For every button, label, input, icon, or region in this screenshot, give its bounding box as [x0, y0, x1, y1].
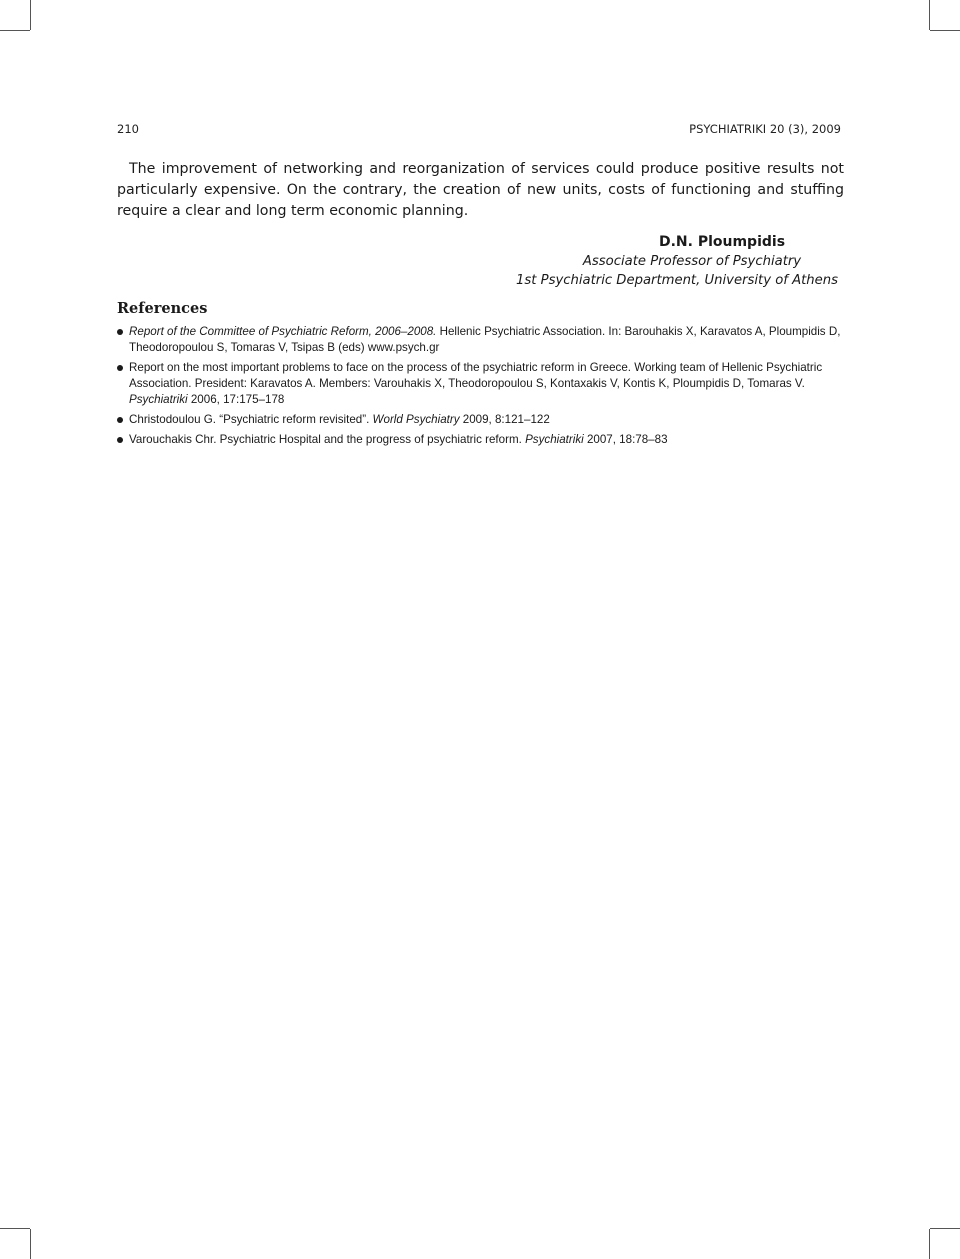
crop-mark — [929, 0, 930, 30]
author-affiliation: 1st Psychiatric Department, University of Athens — [516, 273, 838, 288]
reference-item: Report on the most important problems to face on the process of the psychiatric reform in Greece. Working team of Hellenic Psychiatric Association. President: Karavatos A. Members: Varouhakis X, Theodoropoulou S, Kontaxakis V, Kontis K, Ploumpidis D, Tomaras V. Psychiatriki 2006, 17:175–178 — [117, 360, 844, 408]
crop-mark — [30, 1229, 31, 1259]
crop-mark — [0, 30, 30, 31]
page-number: 210 — [117, 122, 139, 136]
crop-mark — [30, 0, 31, 30]
author-signature — [516, 233, 838, 290]
bullet-icon — [117, 437, 123, 443]
reference-item: Christodoulou G. “Psychiatric reform revisited”. World Psychiatry 2009, 8:121–122 — [117, 412, 844, 428]
bullet-icon — [117, 417, 123, 423]
body-paragraph: The improvement of networking and reorganization of services could produce positive results not particularly expensive. On the contrary, the creation of new units, costs of functioning and stuffing require a clear and long term economic planning. — [117, 161, 844, 219]
crop-mark — [929, 1229, 930, 1259]
crop-mark — [930, 1228, 960, 1229]
bullet-icon — [117, 329, 123, 335]
bullet-icon — [117, 365, 123, 371]
journal-citation: PSYCHIATRIKI 20 (3), 2009 — [689, 122, 841, 136]
crop-mark — [930, 30, 960, 31]
page-header — [117, 122, 841, 142]
crop-mark — [0, 1228, 30, 1229]
reference-item: Varouchakis Chr. Psychiatric Hospital and the progress of psychiatric reform. Psychiatriki 2007, 18:78–83 — [117, 432, 844, 448]
reference-item: Report of the Committee of Psychiatric Reform, 2006–2008. Hellenic Psychiatric Association. In: Barouhakis X, Karavatos A, Ploumpidis D, Theodoropoulou S, Tomaras V, Tsipas B (eds) www.psych.gr — [117, 324, 844, 356]
reference-list — [117, 324, 844, 452]
author-name: D.N. Ploumpidis — [658, 234, 786, 250]
references-heading: References — [117, 300, 208, 317]
author-title: Associate Professor of Psychiatry — [582, 254, 802, 269]
